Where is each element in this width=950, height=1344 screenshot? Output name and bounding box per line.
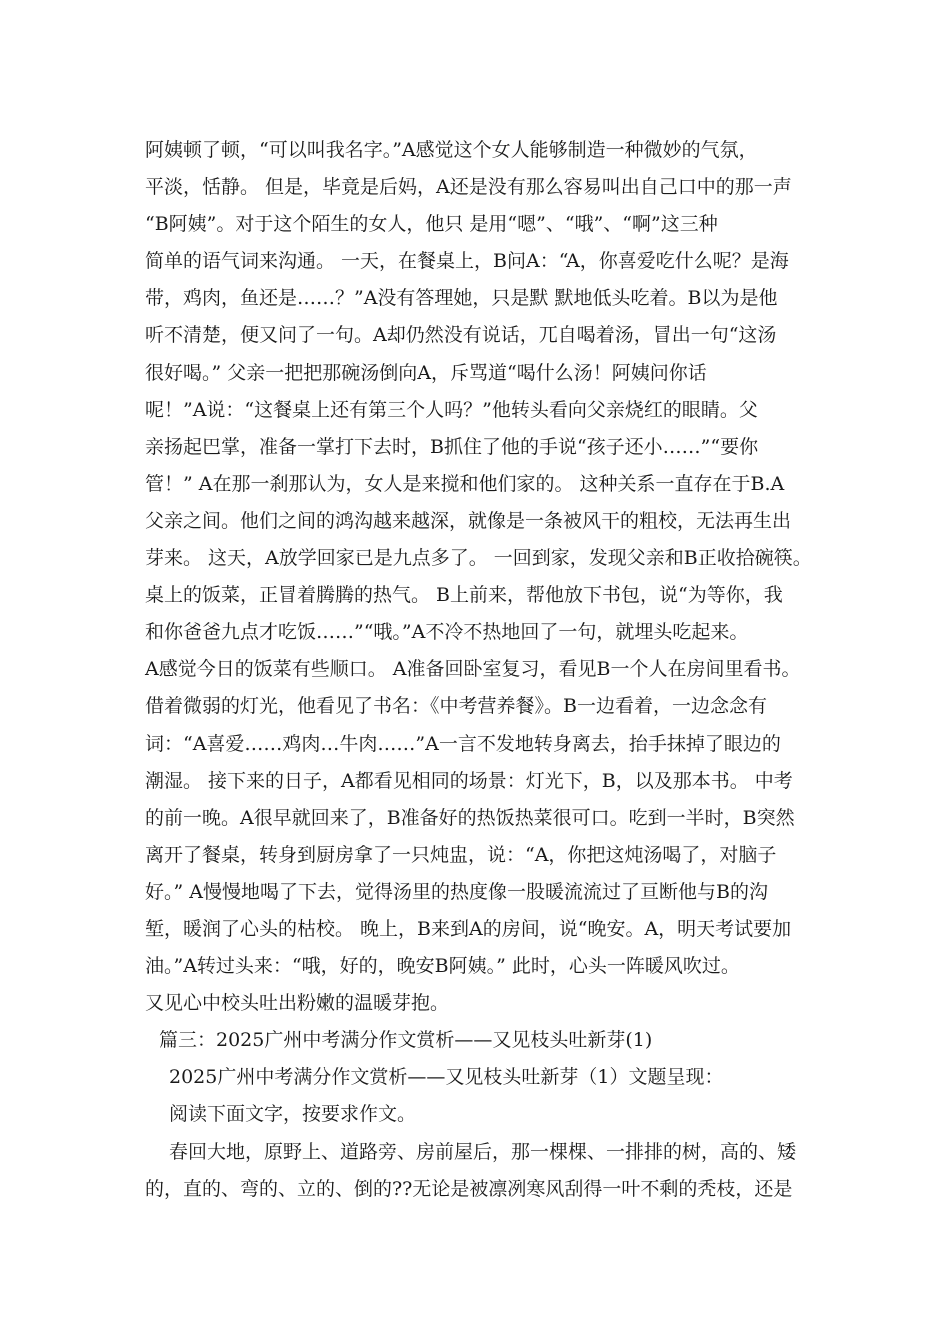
instruction-text: 阅读下面文字，按要求作文。: [169, 1103, 417, 1126]
body-line: 又见心中校头吐出粉嫩的温暖芽抱。: [145, 992, 450, 1015]
body-line: 亲扬起巴掌，准备一掌打下去时，B抓住了他的手说“孩子还小……”“要你: [145, 435, 759, 458]
body-line: 潮湿。 接下来的日子，A都看见相同的场景：灯光下，B，以及那本书。 中考: [145, 769, 793, 792]
body-line: 很好喝。” 父亲一把把那碗汤倒向A，斥骂道“喝什么汤！阿姨问你话: [145, 361, 707, 384]
body-line: 平淡，恬静。 但是，毕竟是后妈，A还是没有那么容易叫出自己口中的那一声: [145, 176, 792, 199]
prompt-line: 的，直的、弯的、立的、倒的??无论是被凛冽寒风刮得一叶不剩的秃枝，还是: [145, 1177, 793, 1200]
body-line: 桌上的饭菜，正冒着腾腾的热气。 B上前来，帮他放下书包，说“为等你，我: [145, 584, 783, 607]
body-line: 听不清楚，便又问了一句。A却仍然没有说话，兀自喝着汤，冒出一句“这汤: [145, 324, 777, 347]
body-line: 父亲之间。他们之间的鸿沟越来越深，就像是一条被风干的粗校，无法再生出: [145, 509, 792, 532]
body-line: 呢！”A说：“这餐桌上还有第三个人吗？”他转头看向父亲烧红的眼睛。父: [145, 398, 758, 421]
body-line: 和你爸爸九点才吃饭……”“哦。”A不冷不热地回了一句，就埋头吃起来。: [145, 621, 749, 644]
prompt-line: 春回大地，原野上、道路旁、房前屋后，那一棵棵、一排排的树，高的、矮: [169, 1140, 797, 1163]
body-line: 词：“A喜爱……鸡肉…牛肉……”A一言不发地转身离去，抬手抹掉了眼边的: [145, 732, 781, 755]
body-line: 简单的语气词来沟通。 一天，在餐桌上，B问A：“A，你喜爱吃什么呢？是海: [145, 250, 789, 273]
body-line: 离开了餐桌，转身到厨房拿了一只炖盅，说：“A，你把这炖汤喝了，对脑子: [145, 843, 777, 866]
body-line: 好。” A慢慢地喝了下去，觉得汤里的热度像一股暖流流过了亘断他与B的沟: [145, 880, 768, 903]
body-line: 堑，暖润了心头的枯校。 晚上，B来到A的房间，说“晚安。A，明天考试要加: [145, 917, 792, 940]
article-body: [145, 132, 825, 1208]
body-line: 阿姨顿了顿，“可以叫我名字。”A感觉这个女人能够制造一种微妙的气氛，: [145, 139, 758, 161]
section-heading: 篇三：2025广州中考满分作文赏析——又见枝头吐新芽(1): [159, 1029, 653, 1052]
article-title: 2025广州中考满分作文赏析——又见枝头吐新芽（1）文题呈现：: [169, 1066, 724, 1089]
body-line: 管！” A在那一刹那认为，女人是来搅和他们家的。 这种关系一直存在于B.A: [145, 472, 785, 495]
body-line: 的前一晚。A很早就回来了，B准备好的热饭热菜很可口。吃到一半时，B突然: [145, 806, 795, 829]
body-line: 借着微弱的灯光，他看见了书名：《中考营养餐》。B一边看着，一边念念有: [145, 695, 767, 718]
body-line: “B阿姨”。对于这个陌生的女人，他只 是用“嗯”、“哦”、“啊”这三种: [145, 213, 718, 236]
body-line: 油。”A转过头来：“哦，好的，晚安B阿姨。” 此时，心头一阵暖风吹过。: [145, 955, 740, 978]
body-line: A感觉今日的饭菜有些顺口。 A准备回卧室复习，看见B一个人在房间里看书。: [145, 658, 801, 681]
body-line: 带，鸡肉，鱼还是……？”A没有答理她，只是默 默地低头吃着。B以为是他: [145, 287, 778, 310]
body-line: 芽来。 这天，A放学回家已是九点多了。 一回到家，发现父亲和B正收拾碗筷。: [145, 547, 812, 570]
